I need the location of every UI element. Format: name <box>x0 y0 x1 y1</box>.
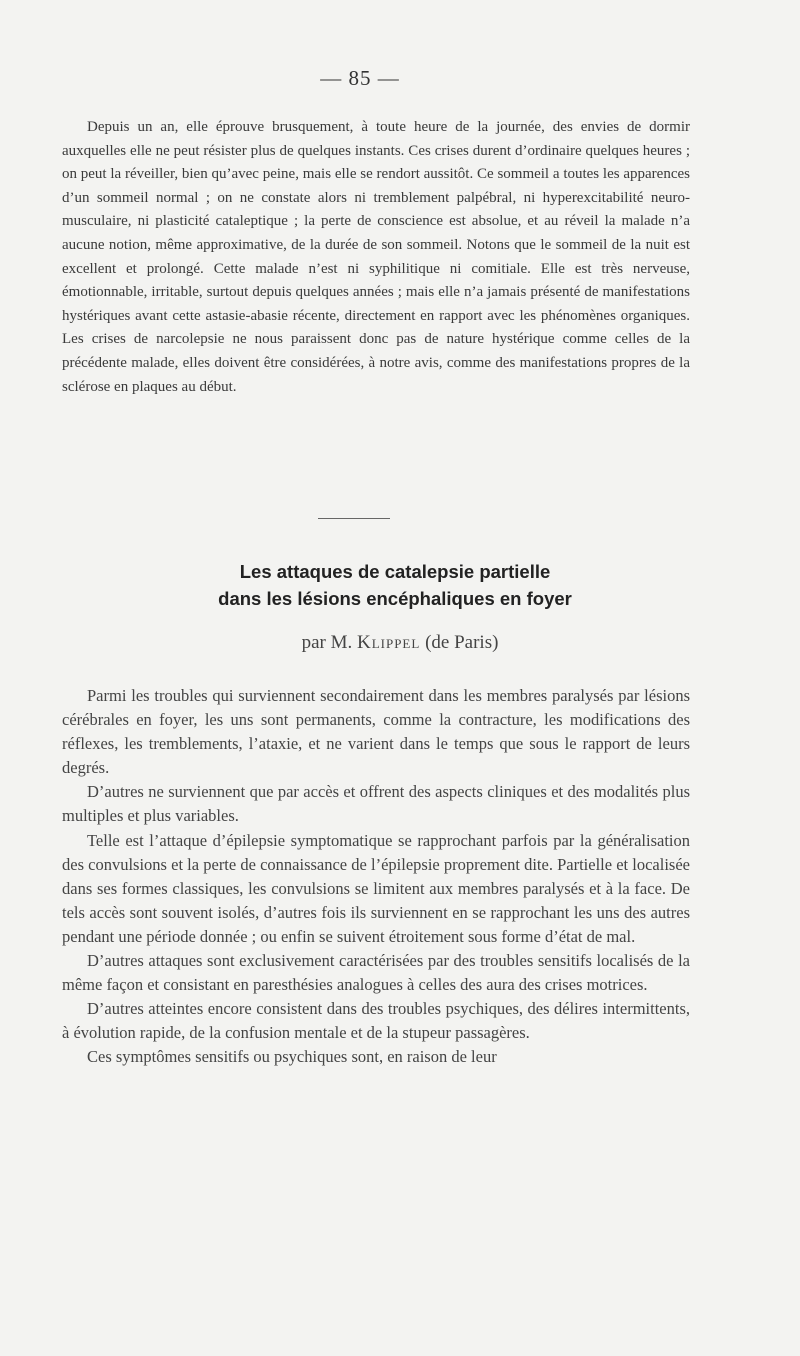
article-title <box>60 558 730 612</box>
author-affiliation: (de Paris) <box>425 632 499 653</box>
body-paragraph: D’autres attaques sont exclusivement caractérisées par des troubles sensitifs localisés de la même façon et consistant en paresthésies analogues à celles des aura des crises motrices. <box>62 951 690 995</box>
body-paragraph: D’autres ne surviennent que par accès et offrent des aspects cliniques et des modalités plus multiples et plus variables. <box>62 782 690 826</box>
page-number: — 85 — <box>320 66 400 90</box>
body-paragraph: D’autres atteintes encore consistent dans des troubles psychiques, des délires intermittents, à évolution rapide, de la confusion mentale et de la stupeur passagères. <box>62 999 690 1043</box>
article-title-line-1: Les attaques de catalepsie partielle <box>239 561 551 582</box>
article-title-line-2: dans les lésions encéphaliques en foyer <box>218 588 572 609</box>
author-prefix: par M. <box>301 632 353 653</box>
body-paragraph: Parmi les troubles qui surviennent secondairement dans les membres paralysés par lésions cérébrales en foyer, les uns sont permanents, comme la contracture, les modifications des réflexes, les tremblements, l’ataxie, et ne varient dans le temps que sous le rapport de leurs degrés. <box>62 686 690 778</box>
author-name: Klippel <box>356 632 421 653</box>
section-divider <box>318 518 390 519</box>
body-paragraph: Ces symptômes sensitifs ou psychiques sont, en raison de leur <box>87 1047 497 1067</box>
article-author <box>0 632 800 654</box>
body-paragraph: Telle est l’attaque d’épilepsie symptomatique se rapprochant parfois par la généralisation des convulsions et la perte de connaissance de l’épilepsie proprement dite. Partielle et localisée dans ses formes classiques, les convulsions se limitent aux membres paralysés et à la face. De tels accès sont souvent isolés, d’autres fois ils surviennent en se rapprochant les uns des autres pendant une période donnée ; ou enfin se suivent étroitement sous forme d’état de mal. <box>62 830 690 946</box>
intro-text-block <box>62 116 690 399</box>
article-body <box>62 684 690 1070</box>
intro-paragraph: Depuis un an, elle éprouve brusquement, à toute heure de la journée, des envies de dormir auxquelles elle ne peut résister plus de quelques instants. Ces crises durent d’ordinaire quelques heures ; on peut la réveiller, bien qu’avec peine, mais elle se rendort aussitôt. Ce sommeil a toutes les apparences d’un sommeil normal ; on ne constate alors ni tremblement palpébral, ni hyperexcitabilité neuro-musculaire, ni plasticité cataleptique ; la perte de conscience est absolue, et au réveil la malade n’a aucune notion, même approximative, de la durée de son sommeil. Notons que le sommeil de la nuit est excellent et prolongé. Cette malade n’est ni syphilitique ni comitiale. Elle est très nerveuse, émotionnable, irritable, surtout depuis quelques années ; mais elle n’a jamais présenté de manifestations hystériques avant cette astasie-abasie récente, directement en rapport avec les phénomènes organiques. Les crises de narcolepsie ne nous paraissent donc pas de nature hystérique comme celles de la précédente malade, elles doivent être considérées, à notre avis, comme des manifestations propres de la sclérose en plaques au début. <box>62 119 690 395</box>
